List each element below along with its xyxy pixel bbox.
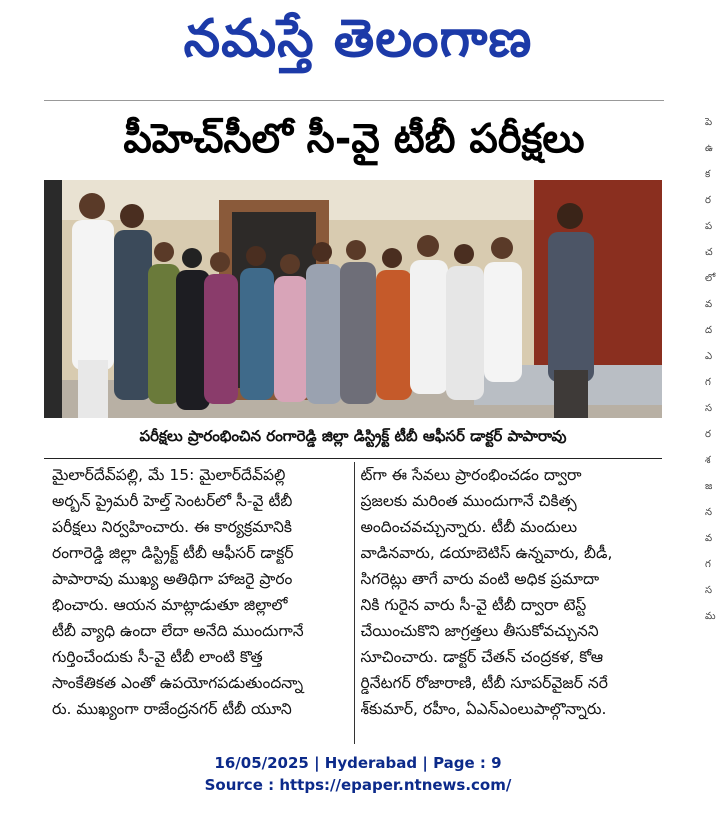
- article-line: పాపారావు ముఖ్య అతిథిగా హాజరై ప్రారం: [52, 570, 293, 588]
- adjacent-article-fragment: [705, 110, 716, 670]
- edge-fragment: ప: [705, 221, 713, 232]
- article-column-right: [355, 462, 663, 744]
- masthead-divider: [44, 100, 664, 101]
- group-photo-illustration: [44, 180, 662, 418]
- masthead-title: నమస్తే తెలంగాణ: [183, 8, 533, 69]
- news-photo: [44, 180, 662, 418]
- edge-fragment: గ: [705, 559, 711, 570]
- edge-fragment: లో: [705, 273, 716, 284]
- edge-fragment: ర: [705, 195, 711, 206]
- article-line: అర్బన్ ప్రైమరీ హెల్త్ సెంటర్‌లో సీ-వై టీబీ: [52, 492, 293, 510]
- clipping-footer: [0, 752, 716, 796]
- article-line: వాడినవారు, డయాబెటిస్ ఉన్నవారు, బీడీ,: [360, 544, 613, 562]
- article-line: సాంకేతికత ఎంతో ఉపయోగపడుతుందన్నా: [52, 674, 304, 692]
- article-line: మైలార్‌దేవ్‌పల్లి, మే 15: మైలార్‌దేవ్‌పల్లి: [52, 466, 286, 484]
- edge-fragment: స: [705, 585, 713, 596]
- person-3: [148, 242, 180, 404]
- newspaper-masthead: [0, 0, 716, 78]
- article-line: సిగరెట్లు తాగే వారు వంటి అధిక ప్రమాదా: [360, 570, 600, 588]
- article-line: సూచించారు. డాక్టర్ చేతన్ చంద్రకళ, కోఆ: [360, 648, 604, 666]
- person-12: [446, 244, 484, 400]
- caption-text: పరీక్షలు ప్రారంభించిన రంగారెడ్డి జిల్లా డిస్ట్రిక్ట్ టీబీ ఆఫీసర్ డాక్టర్ పాపారావు: [139, 427, 567, 445]
- article-column-left: [46, 462, 354, 744]
- edge-fragment: మ: [705, 611, 716, 622]
- edge-fragment: ఉ: [705, 143, 713, 154]
- footer-date-page: 16/05/2025 | Hyderabad | Page : 9: [214, 754, 502, 772]
- article-body: [46, 462, 662, 744]
- photo-left-edge: [44, 180, 62, 418]
- article-line: ప్రజలకు మరింత ముందుగానే చికిత్స: [360, 492, 577, 510]
- edge-fragment: ర: [705, 429, 711, 440]
- edge-fragment: ద: [705, 325, 713, 336]
- article-line: రంగారెడ్డి జిల్లా డిస్ట్రిక్ట్ టీబీ ఆఫీసర్ డాక్టర్: [52, 544, 294, 562]
- article-line: అందించవచ్చున్నారు. టీబీ మందులు: [360, 518, 578, 536]
- article-line: గుర్తించేందుకు సీ-వై టీబీ లాంటి కొత్త: [52, 648, 263, 666]
- article-line: చేయించుకొని జాగ్రత్తలు తీసుకోవచ్చునని: [360, 622, 599, 640]
- person-1: [72, 193, 114, 418]
- edge-fragment: స: [705, 403, 713, 414]
- article-headline: [44, 104, 664, 174]
- person-14: [548, 203, 594, 418]
- article-line: శ్‌కుమార్, రహీం, ఏఎన్‌ఎంలుపాల్గొన్నారు.: [360, 700, 607, 718]
- edge-fragment: శ: [705, 455, 711, 466]
- article-line: రు. ముఖ్యంగా రాజేంద్రనగర్ టీబీ యూని: [52, 700, 292, 718]
- edge-fragment: జ: [705, 481, 713, 492]
- edge-fragment: ఎ: [705, 351, 713, 362]
- headline-text: పీహెచ్‌సీలో సీ-వై టీబీ పరీక్షలు: [123, 116, 585, 162]
- person-2: [114, 204, 152, 400]
- article-line: ట్‌గా ఈ సేవలు ప్రారంభించడం ద్వారా: [360, 466, 582, 484]
- person-9: [340, 240, 376, 404]
- article-line: నికి గురైన వారు సీ-వై టీబీ ద్వారా టెస్ట్: [360, 596, 587, 614]
- edge-fragment: న: [705, 507, 713, 518]
- edge-fragment: వ: [705, 533, 713, 544]
- edge-fragment: గ: [705, 377, 711, 388]
- article-line: ర్డినేటగర్ రోజారాణి, టీబీ సూపర్‌వైజర్ నరే: [360, 674, 608, 692]
- edge-fragment: చ: [705, 247, 713, 258]
- footer-source: Source : https://epaper.ntnews.com/: [204, 776, 512, 794]
- photo-caption: [44, 418, 662, 459]
- edge-fragment: వ: [705, 299, 713, 310]
- edge-fragment: పె: [705, 117, 713, 128]
- edge-fragment: క: [705, 169, 711, 180]
- article-line: భించారు. ఆయన మాట్లాడుతూ జిల్లాలో: [52, 596, 288, 614]
- article-line: టీబీ వ్యాధి ఉందా లేదా అనేది ముందుగానే: [52, 622, 304, 640]
- person-8: [306, 242, 342, 404]
- article-line: పరీక్షలు నిర్వహించారు. ఈ కార్యక్రమానికి: [52, 518, 292, 536]
